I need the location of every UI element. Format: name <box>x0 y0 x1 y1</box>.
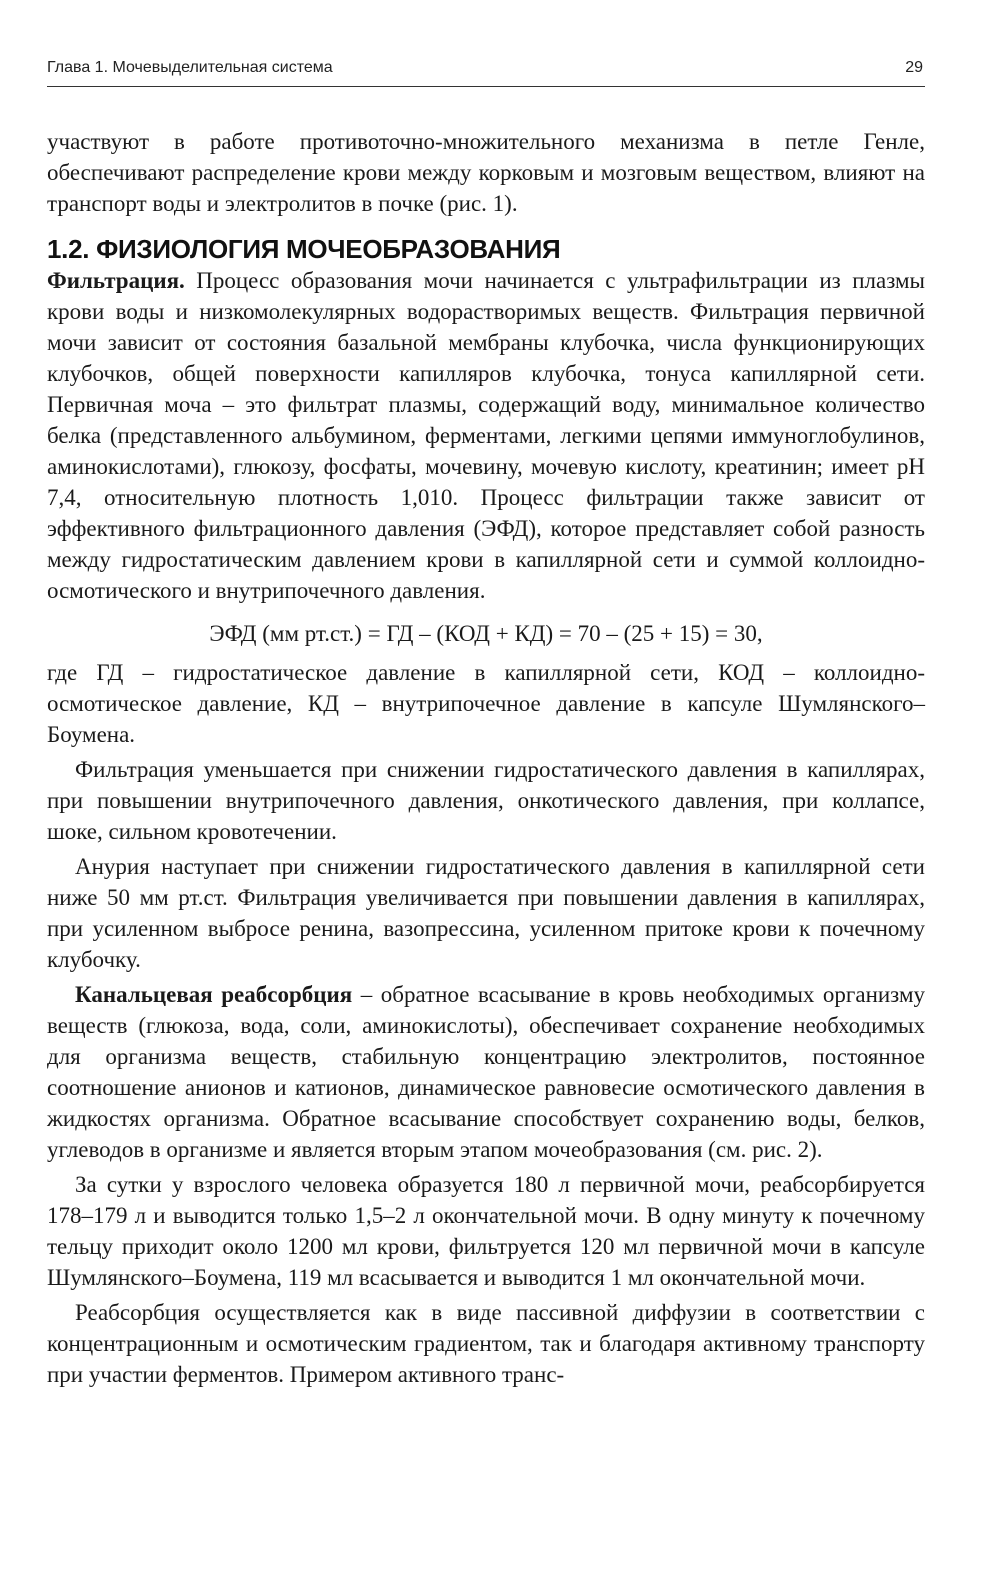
chapter-title: Глава 1. Мочевыделительная система <box>47 59 333 76</box>
efd-formula: ЭФД (мм рт.ст.) = ГД – (КОД + КД) = 70 – (25 + 15) = 30, <box>209 621 763 646</box>
filtration-term: Фильтрация. <box>47 268 185 293</box>
running-header <box>47 56 925 87</box>
section-heading: 1.2. ФИЗИОЛОГИЯ МОЧЕОБРАЗОВАНИЯ <box>47 234 561 264</box>
reabsorption-term: Канальцевая реабсорбция <box>75 982 353 1007</box>
reabsorption-text: – обратное всасывание в кровь необходимых организму веществ (глюкоза, вода, соли, аминокислоты), обеспечивает сохранение необходимых для организма веществ, стабильную концентрацию электролитов, постоянное соотношение анионов и катионов, динамическое равновесие осмотического давления в жидкостях организма. Обратное всасывание способствует сохранению воды, белков, углеводов в организме и является вторым этапом мочеобразования (см. рис. 2). <box>47 982 926 1162</box>
paragraph-anuria: Анурия наступает при снижении гидростатического давления в капиллярной сети ниже 50 мм рт.ст. Фильтрация увеличивается при повышении давления в капиллярах, при усиленном выбросе ренина, вазопрессина, усиленном притоке крови к почечному клубочку. <box>47 854 925 972</box>
formula-explanation: где ГД – гидростатическое давление в капиллярной сети, КОД – коллоидно-осмотическое давление, КД – внутрипочечное давление в капсуле Шумлянского–Боумена. <box>47 660 925 747</box>
filtration-paragraph <box>47 265 925 606</box>
page-number: 29 <box>905 59 923 76</box>
filtration-text: Процесс образования мочи начинается с ультрафильтрации из плазмы крови воды и низкомолекулярных водорастворимых веществ. Фильтрация первичной мочи зависит от состояния базальной мембраны клубочка, числа функционирующих клубочков, общей поверхности капилляров клубочка, тонуса капиллярной сети. Первичная моча – это фильтрат плазмы, содержащий воду, минимальное количество белка (представленного альбумином, ферментами, легкими цепями иммуноглобулинов, аминокислотами), глюкозу, фосфаты, мочевину, мочевую кислоту, креатинин; имеет рН 7,4, относительную плотность 1,010. Процесс фильтрации также зависит от эффективного фильтрационного давления (ЭФД), которое представляет собой разность между гидростатическим давлением крови в капиллярной сети и суммой коллоидно-осмотического и внутрипочечного давления. <box>47 268 925 603</box>
paragraph-reabsorption-mechanism: Реабсорбция осуществляется как в виде пассивной диффузии в соответствии с концентрационным и осмотическим градиентом, так и благодаря активному транспорту при участии ферментов. Примером активного транс- <box>47 1300 925 1387</box>
intro-paragraph: участвуют в работе противоточно-множительного механизма в петле Генле, обеспечивают распределение крови между корковым и мозговым веществом, влияют на транспорт воды и электролитов в почке (рис. 1). <box>47 129 925 216</box>
page-body <box>47 126 925 1390</box>
paragraph-filtration-decrease: Фильтрация уменьшается при снижении гидростатического давления в капиллярах, при повышении внутрипочечного давления, онкотического давления, при коллапсе, шоке, сильном кровотечении. <box>47 757 925 844</box>
reabsorption-paragraph <box>47 979 925 1165</box>
paragraph-daily-volume: За сутки у взрослого человека образуется 180 л первичной мочи, реабсорбируется 178–179 л и выводится только 1,5–2 л окончательной мочи. В одну минуту к почечному тельцу приходит около 1200 мл крови, фильтруется 120 мл первичной мочи в капсуле Шумлянского–Боумена, 119 мл всасывается и выводится 1 мл окончательной мочи. <box>47 1172 925 1290</box>
